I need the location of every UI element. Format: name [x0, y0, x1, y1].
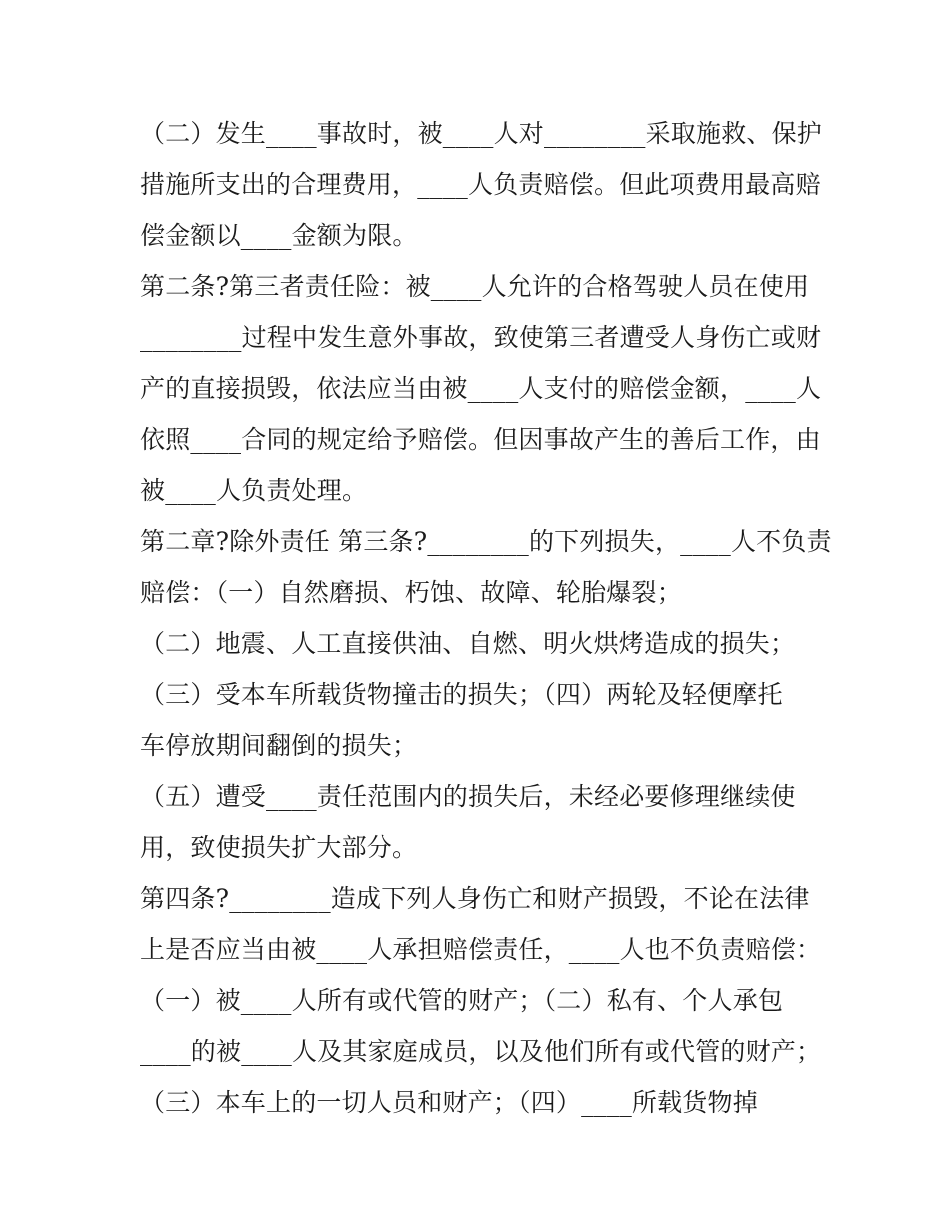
text-line: （二）地震、人工直接供油、自燃、明火烘烤造成的损失； [140, 629, 796, 658]
text-line: （三）受本车所载货物撞击的损失；（四）两轮及轻便摩托 [140, 680, 783, 709]
text-line: （五）遭受____责任范围内的损失后，未经必要修理继续使 [140, 782, 796, 811]
text-line: 第二章?除外责任 第三条?________的下列损失，____人不负责 [140, 527, 832, 556]
text-line: 第四条?________造成下列人身伤亡和财产损毁，不论在法律 [140, 884, 810, 913]
text-line: 车停放期间翻倒的损失； [140, 731, 418, 760]
text-line: 赔偿：（一）自然磨损、朽蚀、故障、轮胎爆裂； [140, 578, 682, 607]
text-line: ________过程中发生意外事故，致使第三者遭受人身伤亡或财 [140, 323, 822, 352]
text-line: 依照____合同的规定给予赔偿。但因事故产生的善后工作，由 [140, 425, 821, 454]
text-line: 措施所支出的合理费用，____人负责赔偿。但此项费用最高赔 [140, 170, 821, 199]
text-line: （三）本车上的一切人员和财产；（四）____所载货物掉 [140, 1088, 758, 1117]
text-line: 被____人负责处理。 [140, 476, 368, 505]
text-line: 第二条?第三者责任险：被____人允许的合格驾驶人员在使用 [140, 272, 810, 301]
document-body [140, 108, 832, 1128]
text-line: 用，致使损失扩大部分。 [140, 833, 418, 862]
text-line: （二）发生____事故时，被____人对________采取施救、保护 [140, 119, 823, 148]
text-line: ____的被____人及其家庭成员，以及他们所有或代管的财产； [140, 1037, 822, 1066]
text-line: 偿金额以____金额为限。 [140, 221, 418, 250]
text-line: 产的直接损毁，依法应当由被____人支付的赔偿金额，____人 [140, 374, 822, 403]
text-line: （一）被____人所有或代管的财产；（二）私有、个人承包 [140, 986, 784, 1015]
text-line: 上是否应当由被____人承担赔偿责任，____人也不负责赔偿： [140, 935, 822, 964]
